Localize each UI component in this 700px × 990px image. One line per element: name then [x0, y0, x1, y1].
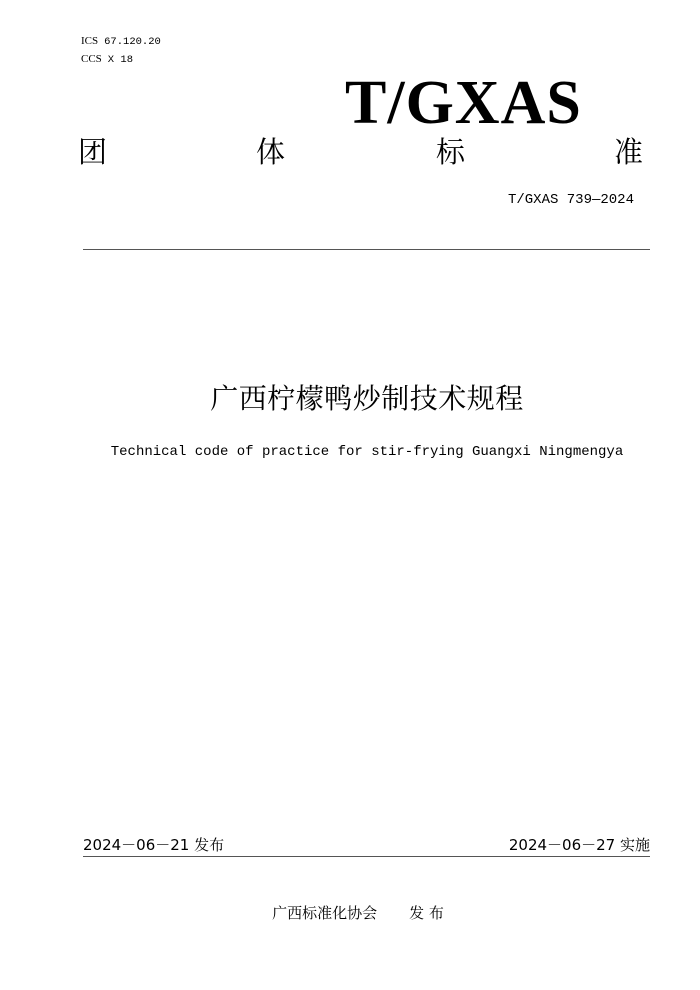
chinese-title: 广西柠檬鸭炒制技术规程: [210, 382, 524, 415]
ccs-code: [81, 52, 133, 67]
ccs-value: X 18: [107, 54, 134, 66]
standard-type-char: 团: [78, 135, 108, 169]
publisher-action: 发 布: [409, 904, 444, 922]
header-divider: [83, 249, 650, 250]
standard-type-char: 准: [614, 135, 644, 169]
standard-type-char: 标: [436, 135, 466, 169]
ccs-label: CCS: [81, 53, 102, 65]
english-title: Technical code of practice for stir-frying Guangxi Ningmengya: [110, 444, 624, 460]
publisher: [0, 903, 700, 923]
ics-label: ICS: [81, 35, 99, 47]
ics-value: 67.120.20: [104, 36, 161, 48]
ics-code: [81, 34, 161, 49]
publisher-org: 广西标准化协会: [272, 904, 378, 922]
footer-divider: [83, 856, 650, 857]
standard-number: T/GXAS 739—2024: [507, 192, 634, 208]
implementation-date: 2024－06－27 实施: [508, 836, 650, 854]
standard-logo: T/GXAS: [345, 69, 582, 137]
issue-date: 2024－06－21 发布: [83, 836, 225, 854]
standard-type-char: 体: [256, 135, 286, 169]
